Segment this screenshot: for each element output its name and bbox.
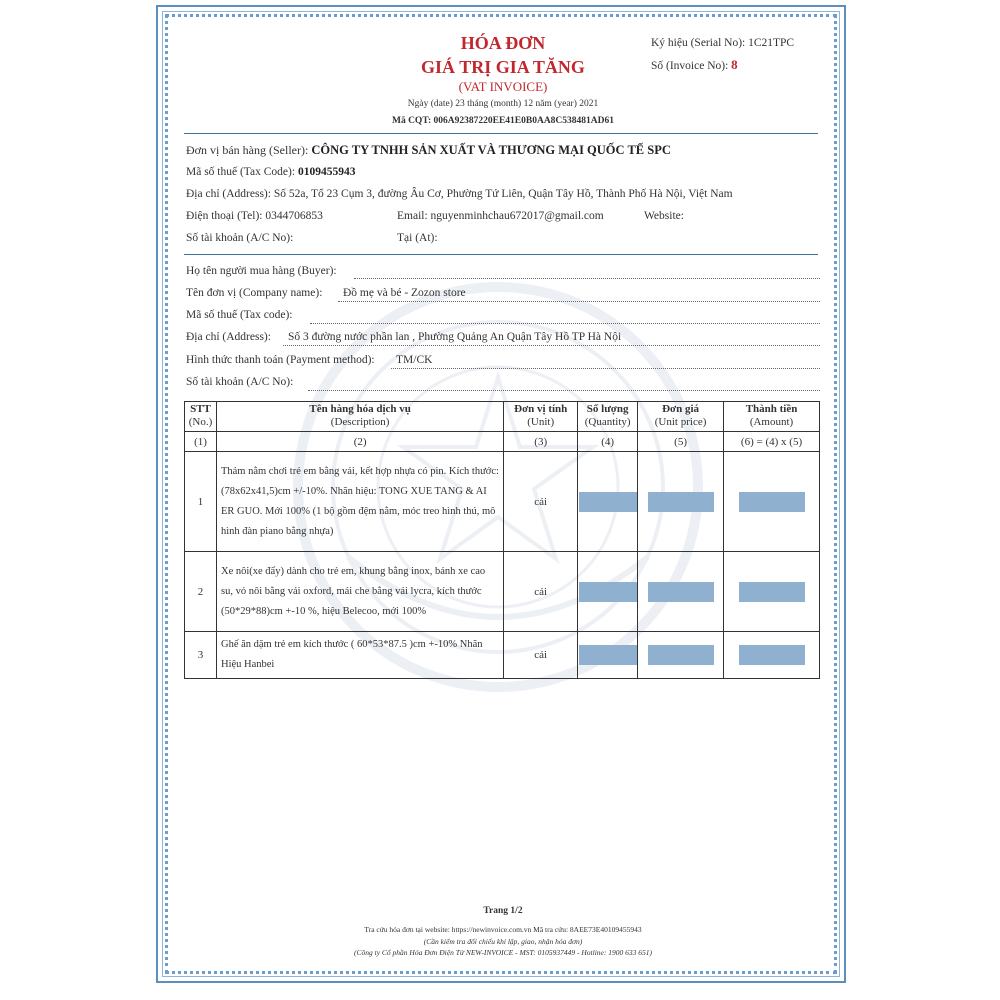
col-num-4: (4) [578,432,638,452]
col-num-6: (6) = (4) x (5) [724,432,820,452]
seller-phone-label: Điện thoại (Tel): [186,210,263,222]
serial-value: 1C21TPC [748,37,795,49]
row-description: Thảm nằm chơi trẻ em bằng vải, kết hợp nhựa có pin. Kích thước:(78x62x41,5)cm +/-10%. Nhãn hiệu: TONG XUE TANG & AI ER GUO. Mới 100% (1 bộ gồm đệm nằm, móc treo hình thú, mô hình đàn piano bằng nhựa) [216,452,503,552]
buyer-company-label: Tên đơn vị (Company name): [186,287,323,299]
buyer-tax-line [310,323,820,324]
table-header-row [185,402,820,432]
header-description: Tên hàng hóa dịch vụ (Description) [216,402,503,432]
buyer-payment-value: TM/CK [396,354,433,366]
seller-tax-value: 0109455943 [297,166,356,178]
col-num-2: (2) [216,432,503,452]
buyer-account-line [308,390,820,391]
seller-phone-value: 0344706853 [265,210,323,222]
header-unit: Đơn vị tính (Unit) [504,402,578,432]
table-row [185,452,820,552]
seller-name-row [186,143,671,158]
row-amount [724,552,820,632]
seller-email-label: Email: [397,210,428,222]
seller-name-value: CÔNG TY TNHH SẢN XUẤT VÀ THƯƠNG MẠI QUỐC TẾ SPC [311,143,671,157]
header-amount: Thành tiền (Amount) [724,402,820,432]
table-column-number-row [185,432,820,452]
col-num-1: (1) [185,432,217,452]
buyer-name-label: Họ tên người mua hàng (Buyer): [186,265,337,277]
buyer-address-line [283,345,820,346]
redacted-amount [739,645,805,665]
seller-tax-row [186,166,355,178]
invoice-page [156,5,846,983]
header-unit-price: Đơn giá (Unit price) [638,402,724,432]
redacted-unit-price [648,645,714,665]
header-quantity: Số lượng (Quantity) [578,402,638,432]
row-amount [724,452,820,552]
row-quantity [578,552,638,632]
row-no: 3 [185,632,217,679]
seller-phone-row [186,210,323,222]
redacted-quantity [579,645,637,665]
seller-email-value: nguyenminhchau672017@gmail.com [430,210,604,222]
invoice-no-value: 8 [731,57,738,72]
header-no: STT (No.) [185,402,217,432]
seller-email-row [397,210,604,222]
seller-address-label: Địa chỉ (Address): [186,188,271,200]
row-unit: cái [504,452,578,552]
redacted-quantity [579,492,637,512]
divider-top [184,133,818,134]
table-row [185,552,820,632]
cqt-code: Mã CQT: 006A92387220EE41E0B0AA8C538481AD61 [391,116,615,126]
buyer-account-label: Số tài khoản (A/C No): [186,376,294,388]
row-description: Ghế ăn dặm trẻ em kích thước ( 60*53*87.5 )cm +-10% Nhãn Hiệu Hanbei [216,632,503,679]
seller-tax-label: Mã số thuế (Tax Code): [186,166,296,178]
row-unit-price [638,552,724,632]
seller-bank-label: Tại (At): [397,232,438,244]
row-amount [724,632,820,679]
row-quantity [578,632,638,679]
items-table [184,401,820,679]
provider-info: (Công ty Cổ phần Hóa Đơn Điện Tử NEW-INVOICE - MST: 0105937449 - Hotline: 1900 633 651) [354,948,652,957]
invoice-subtitle: GIÁ TRỊ GIA TĂNG [421,57,585,77]
redacted-amount [739,492,805,512]
row-quantity [578,452,638,552]
table-row [185,632,820,679]
row-description: Xe nôi(xe đẩy) dành cho trẻ em, khung bằng inox, bánh xe cao su, vỏ nôi bằng vải oxford, mái che bằng vải lycra, kích thước (50*29*88)cm +-10 %, hiệu Belecoo, mới 100% [216,552,503,632]
buyer-name-line [354,278,820,279]
row-unit-price [638,632,724,679]
invoice-title-english: (VAT INVOICE) [458,79,548,94]
check-note: (Cần kiểm tra đối chiếu khi lập, giao, nhận hóa đơn) [423,937,583,946]
col-num-3: (3) [504,432,578,452]
buyer-company-value: Đồ mẹ và bé - Zozon store [343,287,466,299]
seller-account-label: Số tài khoản (A/C No): [186,232,294,244]
buyer-address-value: Số 3 đường nước phần lan , Phường Quảng An Quận Tây Hồ TP Hà Nội [288,331,622,343]
lookup-info: Tra cứu hóa đơn tại website: https://newinvoice.com.vn Mã tra cứu: 8AEE73E40109455943 [364,925,642,934]
buyer-company-line [338,301,820,302]
redacted-unit-price [648,492,714,512]
seller-website-label: Website: [644,210,684,222]
row-no: 2 [185,552,217,632]
invoice-no-label: Số (Invoice No): [651,60,729,72]
divider-middle [184,254,818,255]
row-unit-price [638,452,724,552]
page-number: Trang 1/2 [483,906,523,916]
row-unit: cái [504,552,578,632]
row-no: 1 [185,452,217,552]
redacted-amount [739,582,805,602]
seller-address-row [186,188,733,200]
serial-label: Ký hiệu (Serial No): [651,37,746,49]
serial-number [651,37,794,49]
redacted-unit-price [648,582,714,602]
buyer-tax-label: Mã số thuế (Tax code): [186,309,293,321]
buyer-address-label: Địa chỉ (Address): [186,331,271,343]
seller-address-value: Số 52a, Tổ 23 Cụm 3, đường Âu Cơ, Phường Tứ Liên, Quận Tây Hồ, Thành Phố Hà Nội, Việt Nam [273,188,733,200]
seller-name-label: Đơn vị bán hàng (Seller): [186,143,309,157]
invoice-date: Ngày (date) 23 tháng (month) 12 năm (year) 2021 [407,99,599,109]
col-num-5: (5) [638,432,724,452]
buyer-payment-line [391,368,820,369]
redacted-quantity [579,582,637,602]
invoice-number [651,57,738,73]
invoice-title: HÓA ĐƠN [460,33,546,53]
row-unit: cái [504,632,578,679]
buyer-payment-label: Hình thức thanh toán (Payment method): [186,354,375,366]
